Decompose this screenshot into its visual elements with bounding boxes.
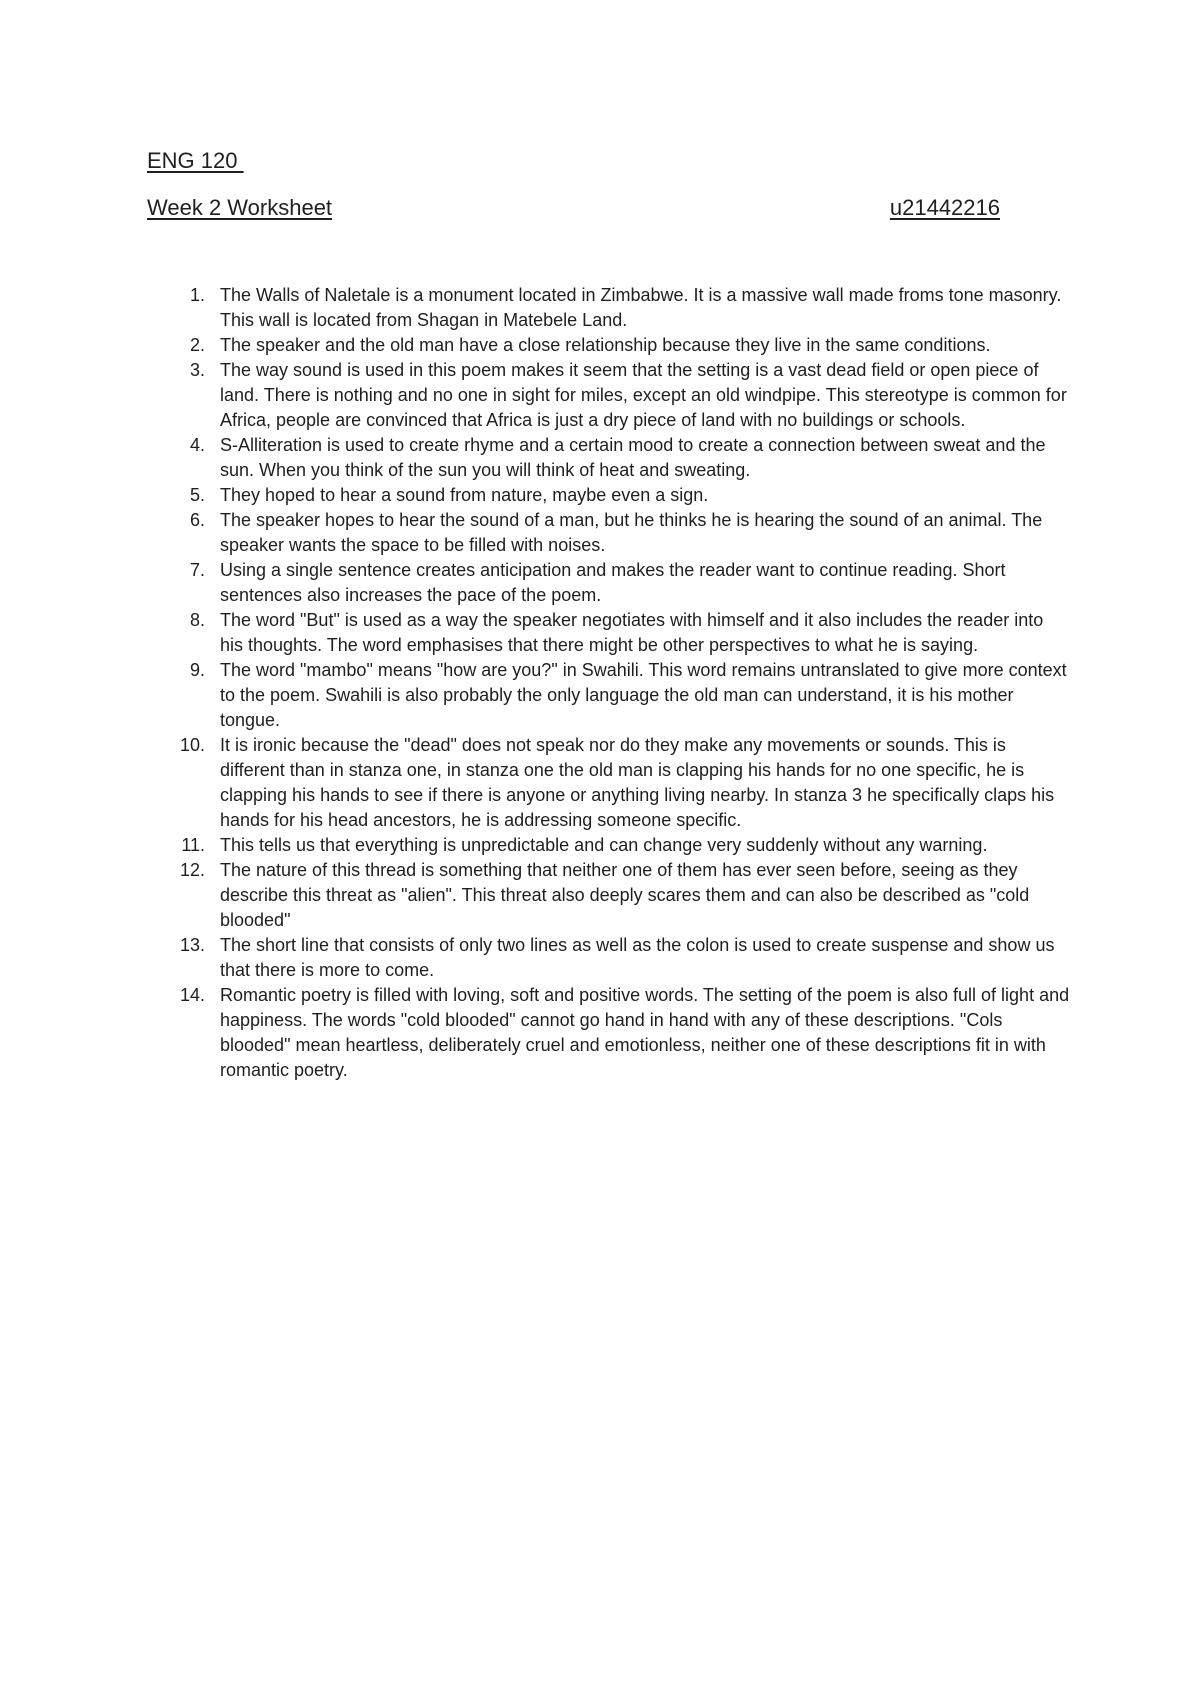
- item-text: The word "But" is used as a way the speaker negotiates with himself and it also includes the reader into his thoughts. The word emphasises that there might be other perspectives to what he is saying.: [220, 610, 1044, 655]
- worksheet-title: Week 2 Worksheet: [147, 195, 333, 220]
- list-item: [0, 608, 1200, 658]
- title-row: [147, 195, 1000, 221]
- student-number: u21442216: [889, 195, 1000, 220]
- item-text: The way sound is used in this poem makes it seem that the setting is a vast dead field or open piece of land. There is nothing and no one in sight for miles, except an old windpipe. This stereotype is common for Africa, people are convinced that Africa is just a dry piece of land with no buildings or schools.: [220, 360, 1067, 430]
- item-text: The Walls of Naletale is a monument located in Zimbabwe. It is a massive wall made froms tone masonry. This wall is located from Shagan in Matebele Land.: [220, 285, 1062, 330]
- item-number: 12.: [179, 860, 205, 880]
- item-number: 13.: [179, 935, 205, 955]
- list-item: [0, 358, 1200, 433]
- item-text: The speaker hopes to hear the sound of a man, but he thinks he is hearing the sound of an animal. The speaker wants the space to be filled with noises.: [220, 510, 1043, 555]
- item-text: The nature of this thread is something that neither one of them has ever seen before, seeing as they describe this threat as "alien". This threat also deeply scares them and can also be described as "cold blooded": [220, 860, 1030, 930]
- item-number: 6.: [189, 510, 205, 530]
- list-item: [0, 833, 1200, 858]
- list-item: [0, 333, 1200, 358]
- list-item: [0, 558, 1200, 608]
- item-number: 11.: [181, 835, 205, 855]
- item-number: 7.: [189, 560, 205, 580]
- list-item: [0, 983, 1200, 1083]
- course-code: ENG 120: [147, 148, 244, 173]
- item-number: 8.: [189, 610, 205, 630]
- list-item: [0, 433, 1200, 483]
- list-item: [0, 933, 1200, 983]
- item-number: 4.: [189, 435, 205, 455]
- answer-list: [0, 283, 1200, 1083]
- item-number: 1.: [189, 285, 205, 305]
- item-number: 14.: [179, 985, 205, 1005]
- item-text: The speaker and the old man have a close relationship because they live in the same conditions.: [220, 335, 991, 355]
- list-item: [0, 858, 1200, 933]
- item-number: 5.: [189, 485, 205, 505]
- item-text: Romantic poetry is filled with loving, soft and positive words. The setting of the poem is also full of light and happiness. The words "cold blooded" cannot go hand in hand with any of these descriptions. "Cols blooded" mean heartless, deliberately cruel and emotionless, neither one of these descriptions fit in with romantic poetry.: [220, 985, 1070, 1080]
- list-item: [0, 733, 1200, 833]
- item-text: S-Alliteration is used to create rhyme and a certain mood to create a connection between sweat and the sun. When you think of the sun you will think of heat and sweating.: [220, 435, 1046, 480]
- item-text: Using a single sentence creates anticipation and makes the reader want to continue reading. Short sentences also increases the pace of the poem.: [220, 560, 1006, 605]
- item-text: The short line that consists of only two lines as well as the colon is used to create suspense and show us that there is more to come.: [220, 935, 1055, 980]
- list-item: [0, 283, 1200, 333]
- list-item: [0, 658, 1200, 733]
- list-item: [0, 483, 1200, 508]
- list-item: [0, 508, 1200, 558]
- item-number: 9.: [189, 660, 205, 680]
- item-number: 10.: [179, 735, 205, 755]
- item-number: 2.: [189, 335, 205, 355]
- item-text: The word "mambo" means "how are you?" in Swahili. This word remains untranslated to give more context to the poem. Swahili is also probably the only language the old man can understand, it is his mother tongue.: [220, 660, 1067, 730]
- item-text: It is ironic because the "dead" does not speak nor do they make any movements or sounds. This is different than in stanza one, in stanza one the old man is clapping his hands for no one specific, he is clapping his hands to see if there is anyone or anything living nearby. In stanza 3 he specifically claps his hands for his head ancestors, he is addressing someone specific.: [220, 735, 1055, 830]
- item-number: 3.: [189, 360, 205, 380]
- item-text: This tells us that everything is unpredictable and can change very suddenly without any warning.: [220, 835, 988, 855]
- item-text: They hoped to hear a sound from nature, maybe even a sign.: [220, 485, 709, 505]
